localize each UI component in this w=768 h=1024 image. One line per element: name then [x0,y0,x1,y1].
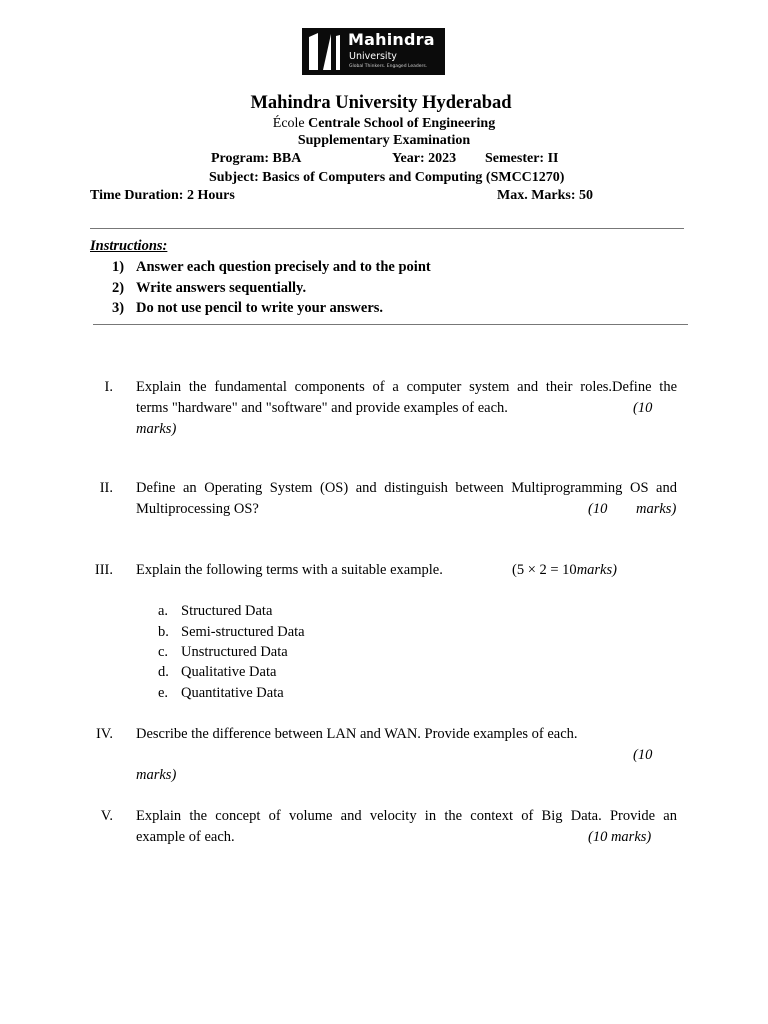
question-marks [512,562,617,579]
instruction-text: Do not use pencil to write your answers. [136,300,384,316]
question-marks: marks) [636,501,677,517]
question-number: I. [104,379,113,395]
question-marks: (10 marks) [588,829,652,845]
subitem-letter: c. [158,644,169,660]
subitem-text: Unstructured Data [181,644,288,660]
divider-top [90,228,684,229]
year: Year: 2023 [392,151,457,166]
subitem-letter: b. [158,624,169,640]
instruction-number: 3) [112,300,125,316]
subject: Subject: Basics of Computers and Computing (SMCC1270) [209,170,565,185]
subitem-text: Qualitative Data [181,664,277,680]
question-number: IV. [95,726,113,742]
question-marks: (10 [633,400,653,416]
instruction-number: 2) [112,280,125,296]
subitem-letter: a. [158,603,169,619]
school-rest: Centrale School of Engineering [304,116,496,131]
question-number: III. [94,562,113,578]
school-name [0,116,768,132]
max-marks: Max. Marks: 50 [497,188,594,203]
instruction-number: 1) [112,259,125,275]
question-text: terms "hardware" and "software" and provide examples of each. [136,400,508,416]
question-text: Explain the following terms with a suitable example. [136,562,443,578]
question-text: Define an Operating System (OS) and distinguish between Multiprogramming OS and [136,480,677,496]
program: Program: BBA [211,151,302,166]
question-marks: (10 [588,501,608,517]
logo-tagline: Global Thinkers. Engaged Leaders. [349,64,428,69]
subitem-text: Quantitative Data [181,685,284,701]
divider-bottom [93,324,688,325]
question-marks: marks) [136,421,177,437]
marks-formula: (5 × 2 = 10 [512,562,577,578]
instructions-title: Instructions: [90,238,168,254]
question-marks: (10 [633,747,653,763]
subitem-letter: e. [158,685,169,701]
subitem-text: Semi-structured Data [181,624,305,640]
semester: Semester: II [485,151,559,166]
instruction-text: Answer each question precisely and to the point [136,259,431,275]
question-number: V. [100,808,113,824]
question-text: Describe the difference between LAN and WAN. Provide examples of each. [136,726,578,742]
exam-title: Supplementary Examination [297,133,471,148]
university-emblem-icon [305,31,341,72]
logo-name: Mahindra [348,30,435,49]
marks-suffix: marks) [576,562,617,578]
question-text: Explain the fundamental components of a computer system and their roles.Define the [136,379,677,395]
question-text: Multiprocessing OS? [136,501,259,517]
subitem-letter: d. [158,664,169,680]
question-number: II. [99,480,113,496]
question-text: Explain the concept of volume and velocity in the context of Big Data. Provide an [136,808,677,824]
university-logo [302,28,445,75]
time-duration: Time Duration: 2 Hours [90,188,235,203]
school-prefix: École [272,116,305,131]
university-title: Mahindra University Hyderabad [250,93,512,113]
question-text: example of each. [136,829,235,845]
instruction-text: Write answers sequentially. [136,280,307,296]
subitem-text: Structured Data [181,603,273,619]
question-marks: marks) [136,767,177,783]
logo-sub: University [349,51,397,62]
